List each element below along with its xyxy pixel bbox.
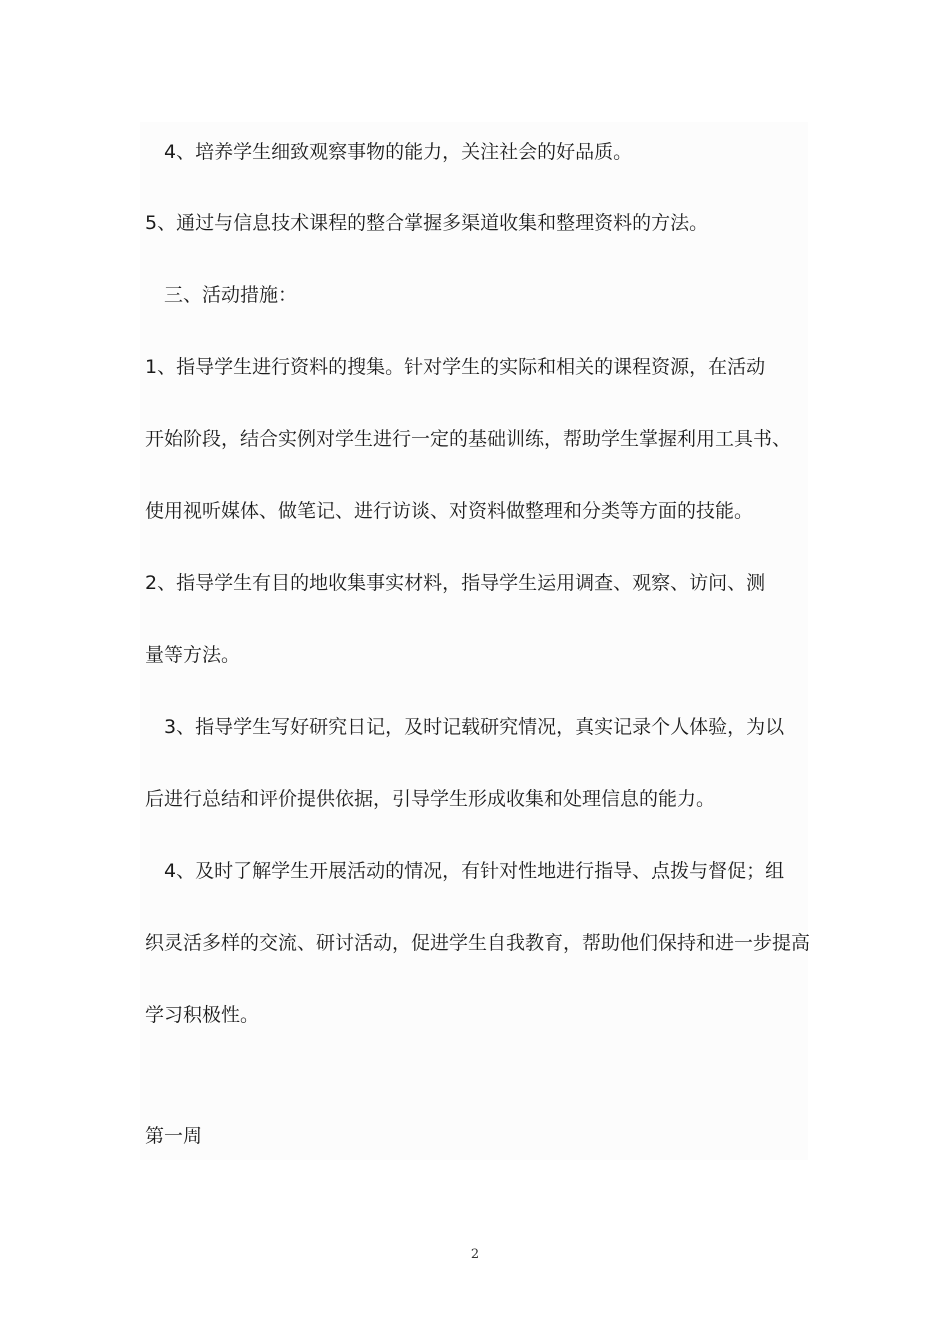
- paragraph-line: 学习积极性。: [145, 1004, 260, 1026]
- paragraph-line: 3、指导学生写好研究日记，及时记载研究情况，真实记录个人体验，为以: [164, 716, 785, 738]
- paragraph-line: 5、通过与信息技术课程的整合掌握多渠道收集和整理资料的方法。: [145, 212, 709, 234]
- paragraph-line: 后进行总结和评价提供依据，引导学生形成收集和处理信息的能力。: [145, 788, 716, 810]
- paragraph-line: 4、培养学生细致观察事物的能力，关注社会的好品质。: [164, 141, 633, 163]
- paragraph-line: 量等方法。: [145, 644, 241, 666]
- paragraph-line: 4、及时了解学生开展活动的情况，有针对性地进行指导、点拨与督促；组: [164, 860, 785, 882]
- paragraph-line: 2、指导学生有目的地收集事实材料，指导学生运用调查、观察、访问、测: [145, 572, 766, 594]
- paragraph-line: 使用视听媒体、做笔记、进行访谈、对资料做整理和分类等方面的技能。: [145, 500, 754, 522]
- paragraph-line: 1、指导学生进行资料的搜集。针对学生的实际和相关的课程资源，在活动: [145, 356, 766, 378]
- paragraph-line: 开始阶段，结合实例对学生进行一定的基础训练，帮助学生掌握利用工具书、: [145, 428, 792, 450]
- week-heading: 第一周: [145, 1125, 203, 1147]
- section-heading: 三、活动措施：: [164, 284, 298, 306]
- page-number: 2: [470, 1247, 480, 1262]
- paragraph-line: 织灵活多样的交流、研讨活动，促进学生自我教育，帮助他们保持和进一步提高: [145, 932, 811, 954]
